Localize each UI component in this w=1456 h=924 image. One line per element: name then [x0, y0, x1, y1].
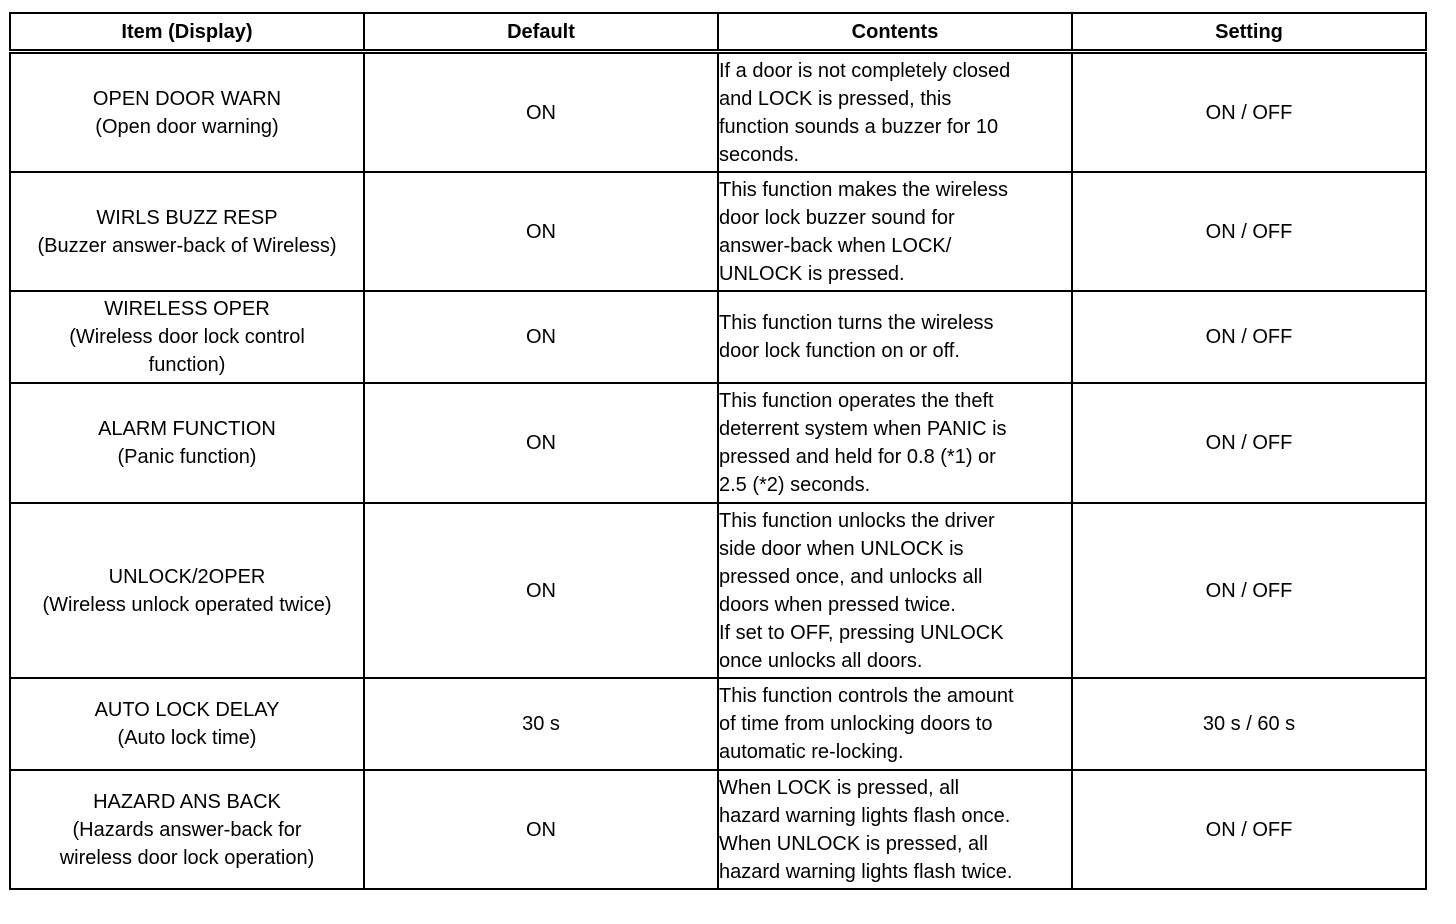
item-description: (Open door warning)	[95, 115, 279, 138]
contents-line: This function controls the amount	[719, 685, 1014, 707]
default-cell: ON	[364, 770, 718, 889]
item-description: wireless door lock operation)	[59, 846, 315, 869]
contents-cell	[718, 770, 1072, 889]
customize-settings-table	[9, 12, 1427, 890]
item-display-name: HAZARD ANS BACK	[93, 790, 281, 813]
contents-line: When UNLOCK is pressed, all	[719, 832, 988, 855]
header-setting: Setting	[1072, 13, 1426, 52]
contents-line: answer-back when LOCK/	[719, 234, 952, 257]
setting-cell: ON / OFF	[1072, 172, 1426, 291]
item-description: (Panic function)	[117, 446, 257, 468]
contents-line: If a door is not completely closed	[719, 59, 1011, 82]
contents-line: This function makes the wireless	[719, 178, 1009, 201]
header-default: Default	[364, 13, 718, 52]
settings-table-container	[9, 12, 1425, 890]
contents-line: deterrent system when PANIC is	[719, 418, 1007, 440]
item-display-name: WIRLS BUZZ RESP	[96, 206, 278, 229]
contents-line: doors when pressed twice.	[719, 593, 956, 616]
table-row-wirls-buzz-resp	[10, 172, 1426, 291]
item-description: function)	[148, 354, 226, 376]
table-header-row	[10, 13, 1426, 52]
default-cell: ON	[364, 291, 718, 383]
header-item-display: Item (Display)	[10, 13, 364, 52]
setting-cell: ON / OFF	[1072, 383, 1426, 503]
contents-line: hazard warning lights flash once.	[719, 804, 1011, 827]
contents-line: seconds.	[719, 143, 800, 166]
contents-line: and LOCK is pressed, this	[719, 87, 952, 110]
item-description: (Auto lock time)	[117, 727, 257, 749]
contents-line: 2.5 (*2) seconds.	[719, 474, 871, 496]
table-row-auto-lock-delay	[10, 678, 1426, 770]
header-contents: Contents	[718, 13, 1072, 52]
contents-line: pressed and held for 0.8 (*1) or	[719, 446, 996, 468]
contents-line: hazard warning lights flash twice.	[719, 860, 1013, 883]
contents-cell	[718, 383, 1072, 503]
contents-line: automatic re-locking.	[719, 741, 904, 763]
item-cell	[10, 291, 364, 383]
contents-line: This function operates the theft	[719, 390, 994, 412]
contents-line: once unlocks all doors.	[719, 649, 923, 672]
item-description: (Wireless unlock operated twice)	[42, 593, 332, 616]
setting-cell: 30 s / 60 s	[1072, 678, 1426, 770]
contents-cell	[718, 503, 1072, 678]
table-row-open-door-warn	[10, 52, 1426, 173]
contents-line: door lock buzzer sound for	[719, 206, 955, 229]
contents-line: function sounds a buzzer for 10	[719, 115, 999, 138]
contents-line: When LOCK is pressed, all	[719, 776, 960, 799]
setting-cell: ON / OFF	[1072, 52, 1426, 173]
contents-line: UNLOCK is pressed.	[719, 262, 905, 285]
contents-cell	[718, 678, 1072, 770]
item-cell	[10, 172, 364, 291]
contents-cell	[718, 52, 1072, 173]
contents-cell	[718, 291, 1072, 383]
item-display-name: UNLOCK/2OPER	[108, 565, 266, 588]
default-cell: ON	[364, 172, 718, 291]
item-cell	[10, 383, 364, 503]
contents-line: of time from unlocking doors to	[719, 713, 993, 735]
setting-cell: ON / OFF	[1072, 770, 1426, 889]
contents-line: If set to OFF, pressing UNLOCK	[719, 621, 1004, 644]
item-description: (Hazards answer-back for	[72, 818, 302, 841]
item-display-name: AUTO LOCK DELAY	[94, 699, 280, 721]
default-cell: ON	[364, 383, 718, 503]
contents-line: door lock function on or off.	[719, 340, 960, 362]
contents-line: This function unlocks the driver	[719, 509, 995, 532]
item-display-name: ALARM FUNCTION	[98, 418, 276, 440]
contents-line: This function turns the wireless	[719, 312, 994, 334]
setting-cell: ON / OFF	[1072, 503, 1426, 678]
table-row-alarm-function	[10, 383, 1426, 503]
contents-cell	[718, 172, 1072, 291]
default-cell: ON	[364, 52, 718, 173]
table-row-wireless-oper	[10, 291, 1426, 383]
item-display-name: OPEN DOOR WARN	[92, 87, 282, 110]
setting-cell: ON / OFF	[1072, 291, 1426, 383]
table-row-unlock-2oper	[10, 503, 1426, 678]
item-display-name: WIRELESS OPER	[104, 298, 270, 320]
contents-line: pressed once, and unlocks all	[719, 565, 983, 588]
table-row-hazard-ans-back	[10, 770, 1426, 889]
item-cell	[10, 52, 364, 173]
default-cell: 30 s	[364, 678, 718, 770]
item-description: (Buzzer answer-back of Wireless)	[37, 234, 337, 257]
item-cell	[10, 770, 364, 889]
default-cell: ON	[364, 503, 718, 678]
item-cell	[10, 678, 364, 770]
item-description: (Wireless door lock control	[69, 326, 305, 348]
item-cell	[10, 503, 364, 678]
contents-line: side door when UNLOCK is	[719, 537, 964, 560]
